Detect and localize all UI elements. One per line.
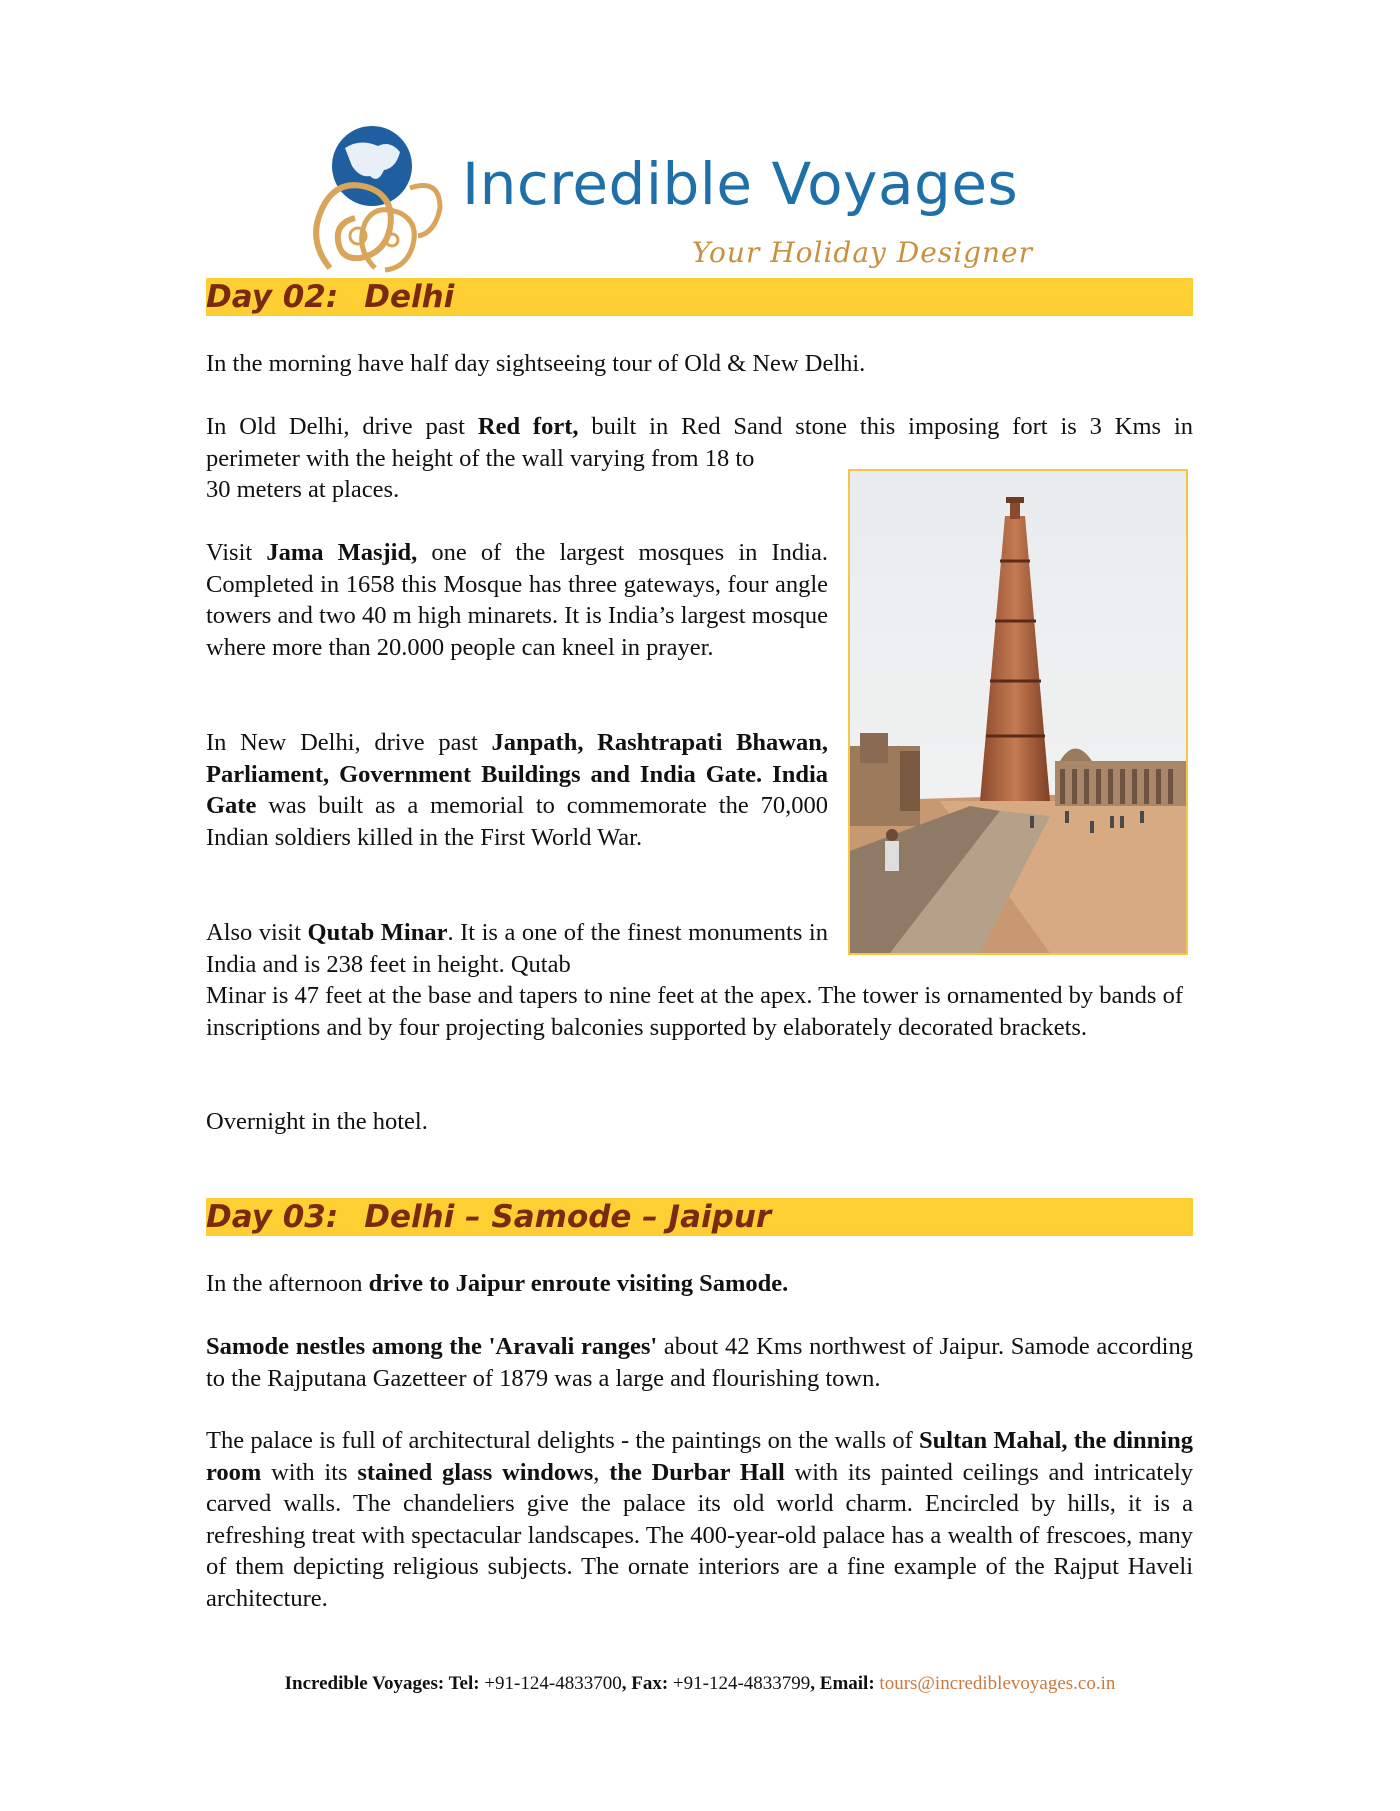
day-03-intro xyxy=(206,1268,788,1300)
qutab-pre: Also visit xyxy=(206,919,308,946)
day-02-intro: In the morning have half day sightseeing tour of Old & New Delhi. xyxy=(206,350,866,377)
new-delhi-pre: In New Delhi, drive past xyxy=(206,729,492,756)
brand-logo xyxy=(300,118,1100,278)
day-03-intro-pre: In the afternoon xyxy=(206,1270,369,1297)
qutab-minar-name: Qutab Minar xyxy=(307,919,448,946)
samode-bold: Samode nestles among the 'Aravali ranges' xyxy=(206,1333,658,1360)
overnight-note: Overnight in the hotel. xyxy=(206,1108,428,1135)
new-delhi-paragraph xyxy=(206,727,828,853)
day-03-place: Delhi – Samode – Jaipur xyxy=(364,1199,772,1235)
qutab-minar-paragraph-b: Minar is 47 feet at the base and tapers to nine feet at the apex. The tower is ornamented by bands of inscriptions and by four projecting balconies supported by elaborately decorated brackets. xyxy=(206,982,1183,1041)
palace-b2: stained glass windows xyxy=(357,1458,594,1486)
red-fort-line-2: perimeter with the height of the wall varying from 18 to xyxy=(206,444,755,472)
new-delhi-space xyxy=(762,761,772,788)
qutab-post-a: . It is a one of the finest monuments in India and is 238 feet in height. Qutab xyxy=(206,919,828,978)
day-03-intro-bold: drive to Jaipur enroute visiting Samode. xyxy=(368,1270,789,1297)
footer-company: Incredible Voyages: xyxy=(284,1673,445,1694)
jama-post: one of the largest mosques in India. Completed in 1658 this Mosque has three gateways, four angle towers and two 40 m high minarets. It is India’s largest mosque where more than 20.000 people can kneel in prayer. xyxy=(206,539,828,661)
red-fort-name: Red fort, xyxy=(477,413,579,440)
day-02-heading xyxy=(206,279,454,315)
new-delhi-post: was built as a memorial to commemorate the 70,000 Indian soldiers killed in the First World War. xyxy=(206,792,828,851)
footer-fax-label: , Fax: xyxy=(621,1673,669,1694)
contact-footer xyxy=(0,1673,1400,1695)
india-gate-name: India Gate xyxy=(206,760,828,819)
brand-tagline: Your Holiday Designer xyxy=(692,236,1034,269)
palace-t1: The palace is full of architectural delights - the paintings on the walls of xyxy=(206,1427,920,1454)
qutab-minar-image xyxy=(850,471,1186,953)
day-03-heading xyxy=(206,1199,771,1235)
day-02-label: Day 02: xyxy=(206,279,339,315)
qutab-minar-photo xyxy=(848,469,1188,955)
footer-fax: +91-124-4833799 xyxy=(668,1673,811,1694)
palace-b1: Sultan Mahal, the dinning room xyxy=(206,1427,1193,1486)
day-02-heading-bar xyxy=(206,278,1193,316)
samode-paragraph xyxy=(206,1331,1193,1394)
brand-name: Incredible Voyages xyxy=(462,150,1019,218)
palace-t2: with its xyxy=(261,1458,358,1486)
new-delhi-places: Janpath, Rashtrapati Bhawan, Parliament, Government Buildings and India Gate. xyxy=(206,729,828,788)
paisley-globe-logo-icon xyxy=(300,118,445,278)
jama-masjid-paragraph xyxy=(206,537,828,663)
red-fort-pre: In Old Delhi, drive past xyxy=(206,413,478,440)
footer-email-link[interactable]: tours@incrediblevoyages.co.in xyxy=(874,1673,1116,1694)
palace-t4: with its painted ceilings and intricately carved walls. The chandeliers give the palace its old world charm. Encircled by hills, it is a refreshing treat with spectacular landscapes. The 400-year-old palace has a wealth of frescoes, many of them depicting religious subjects. The ornate interiors are a fine example of the Rajput Haveli architecture. xyxy=(206,1458,1193,1612)
qutab-minar-paragraph-a xyxy=(206,917,828,980)
palace-t3: , xyxy=(593,1458,610,1486)
footer-email-label: , Email: xyxy=(810,1673,875,1694)
day-02-place: Delhi xyxy=(364,279,455,315)
palace-b3: the Durbar Hall xyxy=(609,1458,785,1486)
red-fort-line-3: 30 meters at places. xyxy=(206,476,400,503)
samode-post: about 42 Kms northwest of Jaipur. Samode according to the Rajputana Gazetteer of 1879 was a large and flourishing town. xyxy=(206,1333,1193,1392)
day-03-label: Day 03: xyxy=(206,1199,339,1235)
footer-tel: +91-124-4833700 xyxy=(479,1673,622,1694)
red-fort-line-1 xyxy=(206,411,1193,443)
footer-tel-label: Tel: xyxy=(444,1673,480,1694)
jama-pre: Visit xyxy=(206,539,267,566)
red-fort-post: built in Red Sand stone this imposing fort is 3 Kms in xyxy=(578,413,1194,440)
jama-masjid-name: Jama Masjid, xyxy=(266,539,418,566)
day-03-heading-bar xyxy=(206,1198,1193,1236)
palace-paragraph xyxy=(206,1425,1193,1614)
